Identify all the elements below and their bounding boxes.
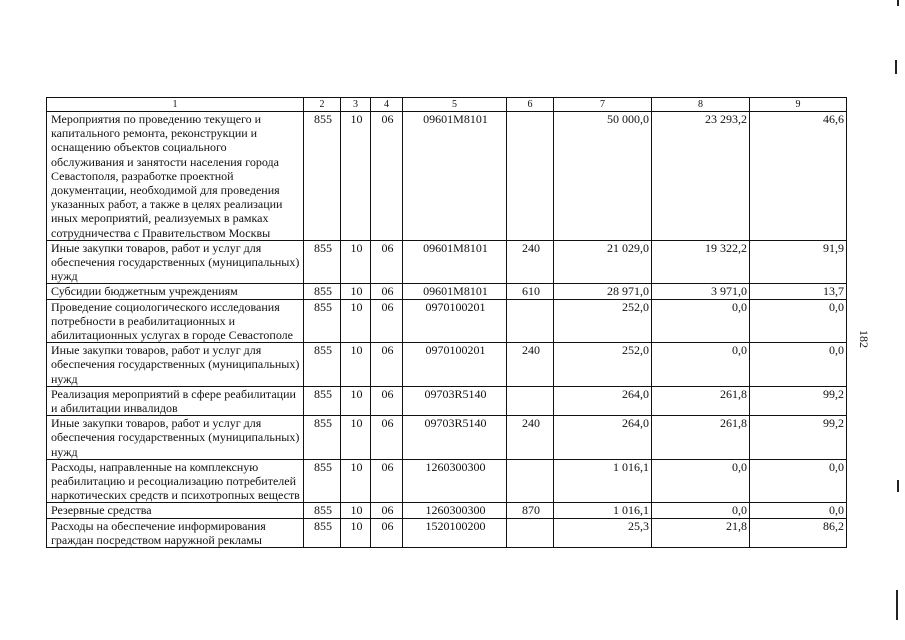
row-value-7: 264,0 — [554, 416, 652, 460]
row-expense-type: 240 — [507, 416, 554, 460]
row-subsection-code: 06 — [371, 112, 403, 241]
header-col-1: 1 — [47, 98, 304, 112]
row-subsection-code: 06 — [371, 284, 403, 299]
row-name: Иные закупки товаров, работ и услуг для обеспечения государственных (муниципальных) нужд — [47, 240, 304, 284]
row-value-7: 252,0 — [554, 343, 652, 387]
row-target-article: 09703R5140 — [403, 386, 507, 415]
row-subsection-code: 06 — [371, 416, 403, 460]
scan-mark-right — [897, 480, 899, 492]
row-value-7: 1 016,1 — [554, 459, 652, 503]
header-col-3: 3 — [341, 98, 371, 112]
row-target-article: 1260300300 — [403, 459, 507, 503]
row-subsection-code: 06 — [371, 386, 403, 415]
row-name: Проведение социологического исследования потребности в реабилитационных и абилитационных услугах в городе Севастополе — [47, 299, 304, 343]
row-subsection-code: 06 — [371, 299, 403, 343]
row-value-7: 264,0 — [554, 386, 652, 415]
row-subsection-code: 06 — [371, 343, 403, 387]
row-target-article: 09601М8101 — [403, 240, 507, 284]
row-value-8: 21,8 — [652, 518, 750, 547]
row-value-8: 0,0 — [652, 299, 750, 343]
row-chapter-code: 855 — [304, 386, 341, 415]
table-row — [47, 386, 847, 415]
row-value-7: 25,3 — [554, 518, 652, 547]
row-subsection-code: 06 — [371, 240, 403, 284]
row-target-article: 1260300300 — [403, 503, 507, 518]
row-chapter-code: 855 — [304, 284, 341, 299]
row-section-code: 10 — [341, 299, 371, 343]
row-expense-type — [507, 459, 554, 503]
row-target-article: 0970100201 — [403, 343, 507, 387]
row-expense-type — [507, 112, 554, 241]
row-section-code: 10 — [341, 386, 371, 415]
row-name: Мероприятия по проведению текущего и капитального ремонта, реконструкции и оснащению объектов социального обслуживания и занятости населения города Севастополя, разработке проектной документации, необходимой для проведения указанных работ, а также в целях реализации иных мероприятий, реализуемых в рамках сотрудничества с Правительством Москвы — [47, 112, 304, 241]
row-chapter-code: 855 — [304, 240, 341, 284]
row-value-8: 0,0 — [652, 503, 750, 518]
row-expense-type: 870 — [507, 503, 554, 518]
row-target-article: 09703R5140 — [403, 416, 507, 460]
row-value-7: 50 000,0 — [554, 112, 652, 241]
row-section-code: 10 — [341, 459, 371, 503]
row-value-9: 99,2 — [750, 416, 847, 460]
scan-mark-bottom-right — [896, 590, 898, 620]
row-value-7: 252,0 — [554, 299, 652, 343]
row-value-9: 0,0 — [750, 503, 847, 518]
table-row — [47, 112, 847, 241]
row-value-8: 0,0 — [652, 343, 750, 387]
row-value-7: 28 971,0 — [554, 284, 652, 299]
row-value-9: 99,2 — [750, 386, 847, 415]
row-name: Реализация мероприятий в сфере реабилитации и абилитации инвалидов — [47, 386, 304, 415]
row-value-9: 0,0 — [750, 459, 847, 503]
table-row — [47, 240, 847, 284]
row-expense-type: 240 — [507, 343, 554, 387]
row-section-code: 10 — [341, 503, 371, 518]
table-row — [47, 284, 847, 299]
row-expense-type: 610 — [507, 284, 554, 299]
row-section-code: 10 — [341, 112, 371, 241]
row-section-code: 10 — [341, 518, 371, 547]
row-name: Иные закупки товаров, работ и услуг для обеспечения государственных (муниципальных) нужд — [47, 416, 304, 460]
row-expense-type — [507, 386, 554, 415]
header-col-2: 2 — [304, 98, 341, 112]
page-number: 182 — [857, 330, 871, 348]
row-value-9: 0,0 — [750, 343, 847, 387]
row-section-code: 10 — [341, 284, 371, 299]
row-name: Расходы, направленные на комплексную реабилитацию и ресоциализацию потребителей наркотических средств и психотропных веществ — [47, 459, 304, 503]
row-expense-type: 240 — [507, 240, 554, 284]
table-row — [47, 416, 847, 460]
row-chapter-code: 855 — [304, 343, 341, 387]
row-value-8: 261,8 — [652, 386, 750, 415]
row-subsection-code: 06 — [371, 518, 403, 547]
row-name: Расходы на обеспечение информирования граждан посредством наружной рекламы — [47, 518, 304, 547]
row-value-8: 23 293,2 — [652, 112, 750, 241]
row-target-article: 1520100200 — [403, 518, 507, 547]
row-chapter-code: 855 — [304, 518, 341, 547]
row-value-7: 1 016,1 — [554, 503, 652, 518]
header-col-7: 7 — [554, 98, 652, 112]
row-expense-type — [507, 299, 554, 343]
row-expense-type — [507, 518, 554, 547]
table-row — [47, 503, 847, 518]
row-name: Резервные средства — [47, 503, 304, 518]
row-section-code: 10 — [341, 416, 371, 460]
scan-mark-top-right — [895, 60, 897, 74]
row-target-article: 0970100201 — [403, 299, 507, 343]
header-col-4: 4 — [371, 98, 403, 112]
row-value-8: 0,0 — [652, 459, 750, 503]
header-col-9: 9 — [750, 98, 847, 112]
row-target-article: 09601М8101 — [403, 112, 507, 241]
row-value-8: 19 322,2 — [652, 240, 750, 284]
header-col-6: 6 — [507, 98, 554, 112]
row-value-9: 13,7 — [750, 284, 847, 299]
row-chapter-code: 855 — [304, 299, 341, 343]
row-name: Иные закупки товаров, работ и услуг для обеспечения государственных (муниципальных) нужд — [47, 343, 304, 387]
row-chapter-code: 855 — [304, 416, 341, 460]
scan-mark-corner — [897, 0, 899, 6]
row-subsection-code: 06 — [371, 459, 403, 503]
row-chapter-code: 855 — [304, 459, 341, 503]
row-section-code: 10 — [341, 343, 371, 387]
table-row — [47, 459, 847, 503]
row-value-9: 46,6 — [750, 112, 847, 241]
row-value-9: 86,2 — [750, 518, 847, 547]
row-value-8: 3 971,0 — [652, 284, 750, 299]
row-section-code: 10 — [341, 240, 371, 284]
header-col-8: 8 — [652, 98, 750, 112]
table-body — [47, 112, 847, 548]
budget-table — [46, 97, 847, 548]
table-row — [47, 343, 847, 387]
row-value-9: 0,0 — [750, 299, 847, 343]
row-value-9: 91,9 — [750, 240, 847, 284]
row-subsection-code: 06 — [371, 503, 403, 518]
row-name: Субсидии бюджетным учреждениям — [47, 284, 304, 299]
header-row — [47, 98, 847, 112]
row-chapter-code: 855 — [304, 503, 341, 518]
row-target-article: 09601М8101 — [403, 284, 507, 299]
header-col-5: 5 — [403, 98, 507, 112]
row-chapter-code: 855 — [304, 112, 341, 241]
table-header — [47, 98, 847, 112]
table-row — [47, 299, 847, 343]
row-value-7: 21 029,0 — [554, 240, 652, 284]
table-row — [47, 518, 847, 547]
row-value-8: 261,8 — [652, 416, 750, 460]
